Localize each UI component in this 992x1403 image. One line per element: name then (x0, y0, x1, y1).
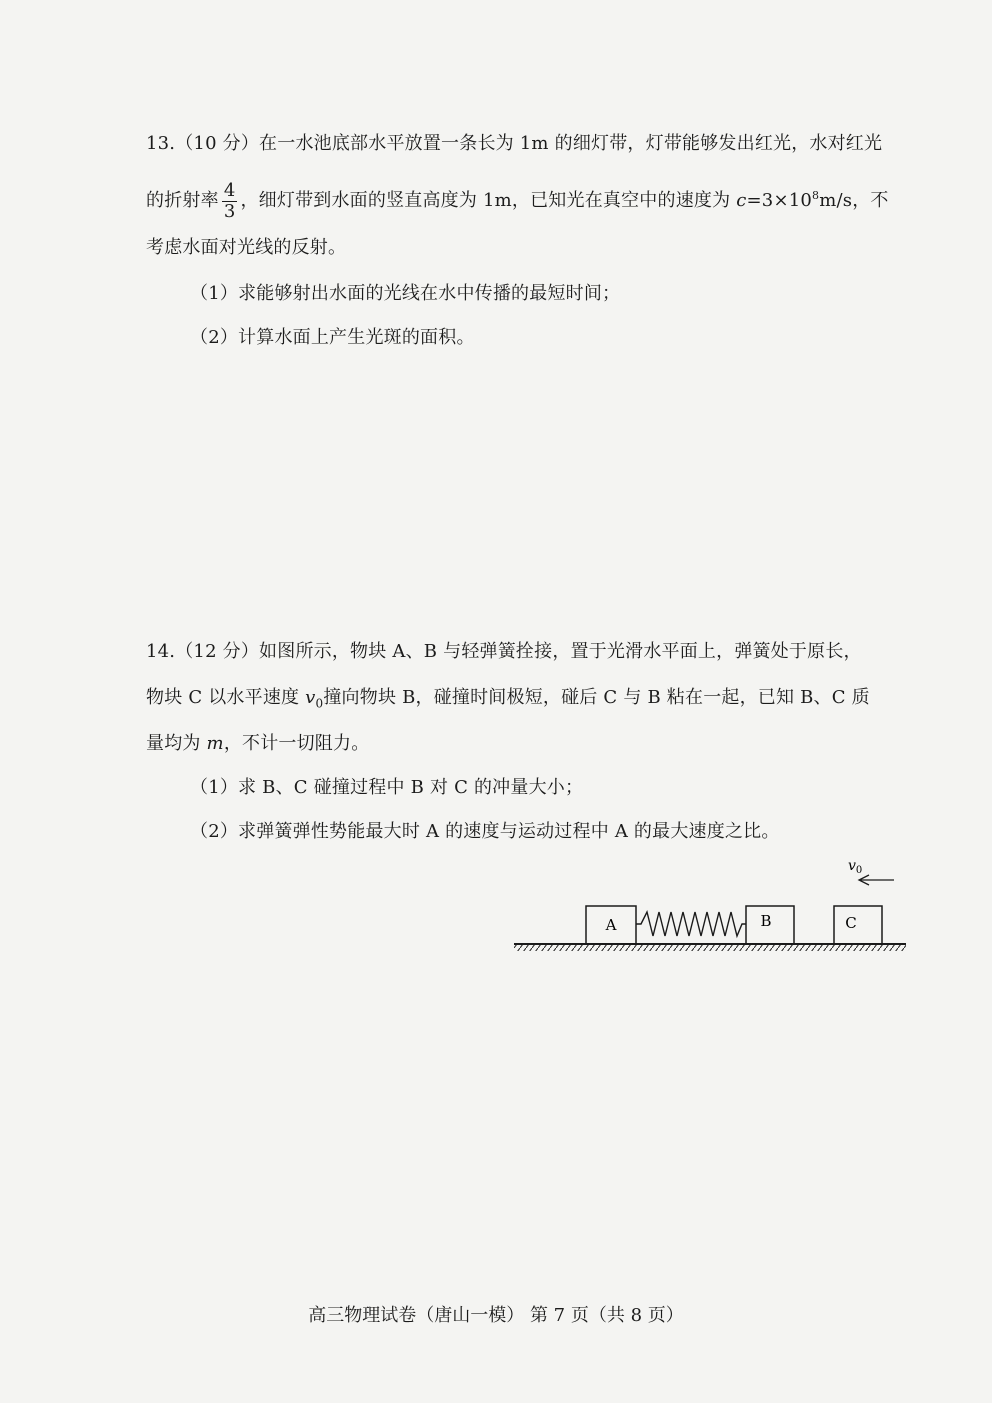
block-a-label: A (605, 916, 617, 934)
q13-line-2 (146, 174, 889, 223)
fraction-numerator: 4 (223, 179, 236, 201)
q14-line-1: 14.（12 分）如图所示，物块 A、B 与轻弹簧拴接，置于光滑水平面上，弹簧处于原长， (146, 641, 862, 662)
q13-subquestion-2: （2）计算水面上产生光斑的面积。 (190, 327, 475, 348)
velocity-label-var: v (848, 858, 856, 874)
ground-hatching (514, 945, 906, 951)
spring-blocks-figure (508, 852, 910, 962)
block-c (834, 906, 882, 944)
fraction-denominator: 3 (223, 200, 236, 222)
page-footer: 高三物理试卷（唐山一模） 第 7 页（共 8 页） (308, 1305, 684, 1326)
q14-subquestion-2: （2）求弹簧弹性势能最大时 A 的速度与运动过程中 A 的最大速度之比。 (190, 821, 780, 842)
spring (636, 912, 746, 936)
block-b-label: B (760, 912, 772, 930)
q13-subquestion-1: （1）求能够射出水面的光线在水中传播的最短时间； (190, 283, 621, 304)
q13-line-2-pre: 的折射率 (146, 190, 219, 211)
q13-line-2-post: m/s，不 (819, 190, 889, 211)
velocity-label (848, 858, 862, 876)
refractive-index-fraction (222, 181, 238, 222)
q14-subquestion-1: （1）求 B、C 碰撞过程中 B 对 C 的冲量大小； (190, 777, 584, 798)
q14-line-3-pre: 量均为 (146, 733, 207, 754)
q14-line-3 (146, 732, 369, 756)
mass-var: m (206, 733, 224, 754)
velocity-label-sub: 0 (855, 865, 863, 876)
velocity-sub: 0 (315, 696, 324, 711)
q14-line-2 (146, 686, 870, 716)
block-c-label: C (845, 914, 857, 932)
q13-line-1: 13.（10 分）在一水池底部水平放置一条长为 1m 的细灯带，灯带能够发出红光，水对红光 (146, 133, 883, 154)
velocity-var: v (305, 687, 316, 708)
q13-line-3: 考虑水面对光线的反射。 (146, 237, 347, 258)
q13-line-2-mid: ，细灯带到水面的竖直高度为 1m，已知光在真空中的速度为 (240, 190, 737, 211)
speed-of-light-exp: 8 (812, 189, 820, 202)
q14-line-3-post: ，不计一切阻力。 (223, 733, 370, 754)
speed-of-light-eq: =3×10 (746, 190, 813, 211)
q14-line-2-pre: 物块 C 以水平速度 (146, 687, 306, 708)
q14-line-2-post: 撞向物块 B，碰撞时间极短，碰后 C 与 B 粘在一起，已知 B、C 质 (323, 687, 870, 708)
speed-of-light-var: c (736, 190, 747, 211)
